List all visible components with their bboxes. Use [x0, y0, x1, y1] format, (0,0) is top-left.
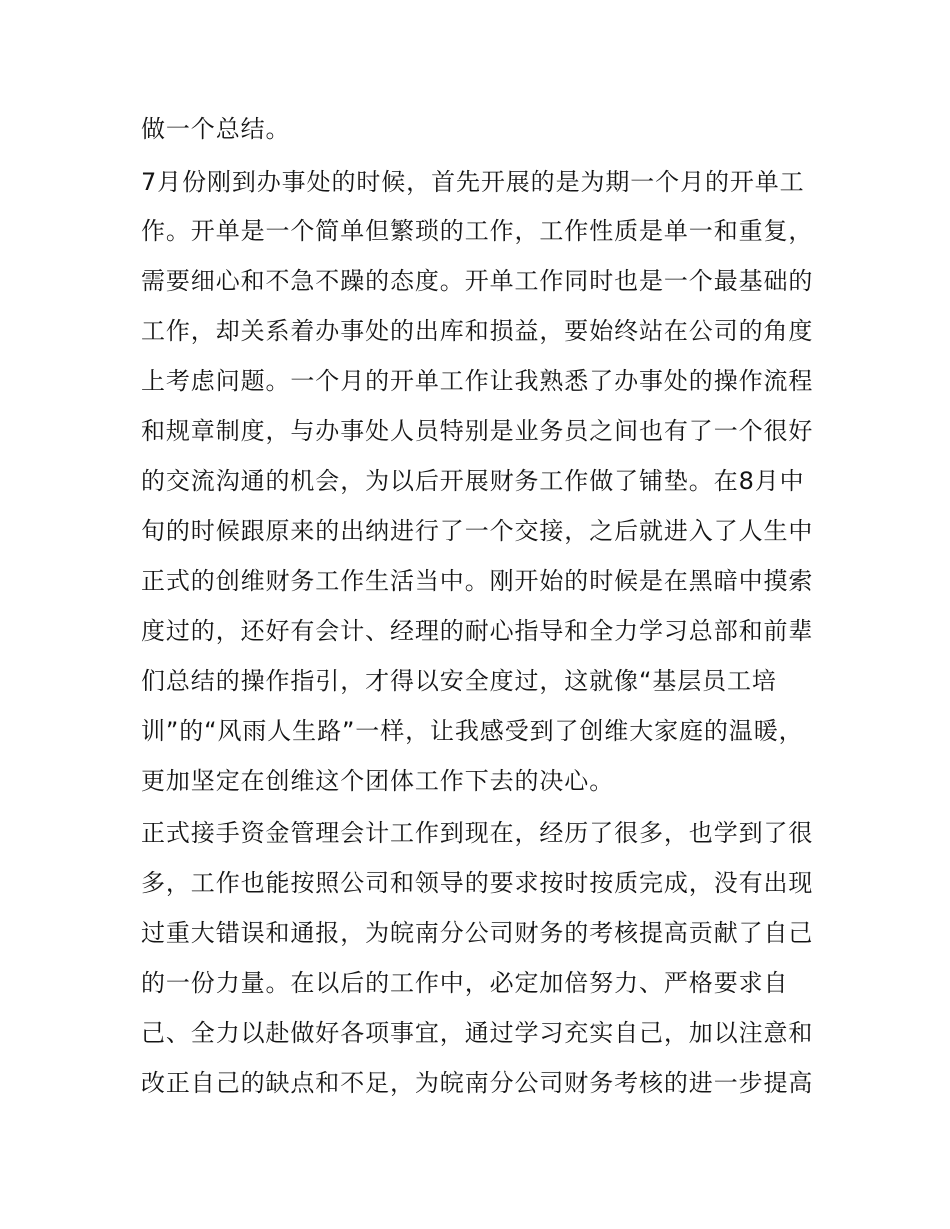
text-line: 和规章制度，与办事处人员特别是业务员之间也有了一个很好 — [141, 417, 814, 445]
text-line: 作。开单是一个简单但繁琐的工作，工作性质是单一和重复， — [141, 217, 814, 245]
text-line: 7月份刚到办事处的时候，首先开展的是为期一个月的开单工 — [141, 168, 805, 196]
text-line: 正式的创维财务工作生活当中。刚开始的时候是在黑暗中摸索 — [141, 567, 814, 595]
text-line: 需要细心和不急不躁的态度。开单工作同时也是一个最基础的 — [141, 267, 814, 295]
text-line: 们总结的操作指引，才得以安全度过，这就像“基层员工培 — [141, 667, 777, 695]
text-line: 正式接手资金管理会计工作到现在，经历了很多，也学到了很 — [141, 819, 814, 847]
text-line: 己、全力以赴做好各项事宜，通过学习充实自己，加以注意和 — [141, 1019, 814, 1047]
text-line: 更加坚定在创维这个团体工作下去的决心。 — [141, 767, 615, 795]
text-line: 上考虑问题。一个月的开单工作让我熟悉了办事处的操作流程 — [141, 367, 814, 395]
text-line: 度过的，还好有会计、经理的耐心指导和全力学习总部和前辈 — [141, 617, 814, 645]
text-line: 过重大错误和通报，为皖南分公司财务的考核提高贡献了自己 — [141, 919, 814, 947]
text-line: 的交流沟通的机会，为以后开展财务工作做了铺垫。在8月中 — [141, 467, 805, 495]
text-line: 旬的时候跟原来的出纳进行了一个交接，之后就进入了人生中 — [141, 517, 814, 545]
text-line: 改正自己的缺点和不足，为皖南分公司财务考核的进一步提高 — [141, 1069, 814, 1097]
text-line: 多，工作也能按照公司和领导的要求按时按质完成，没有出现 — [141, 869, 814, 897]
text-line: 的一份力量。在以后的工作中，必定加倍努力、严格要求自 — [141, 969, 789, 997]
text-line: 做一个总结。 — [141, 115, 291, 143]
text-line: 工作，却关系着办事处的出库和损益，要始终站在公司的角度 — [141, 317, 814, 345]
text-line: 训”的“风雨人生路”一样，让我感受到了创维大家庭的温暖， — [141, 717, 804, 745]
